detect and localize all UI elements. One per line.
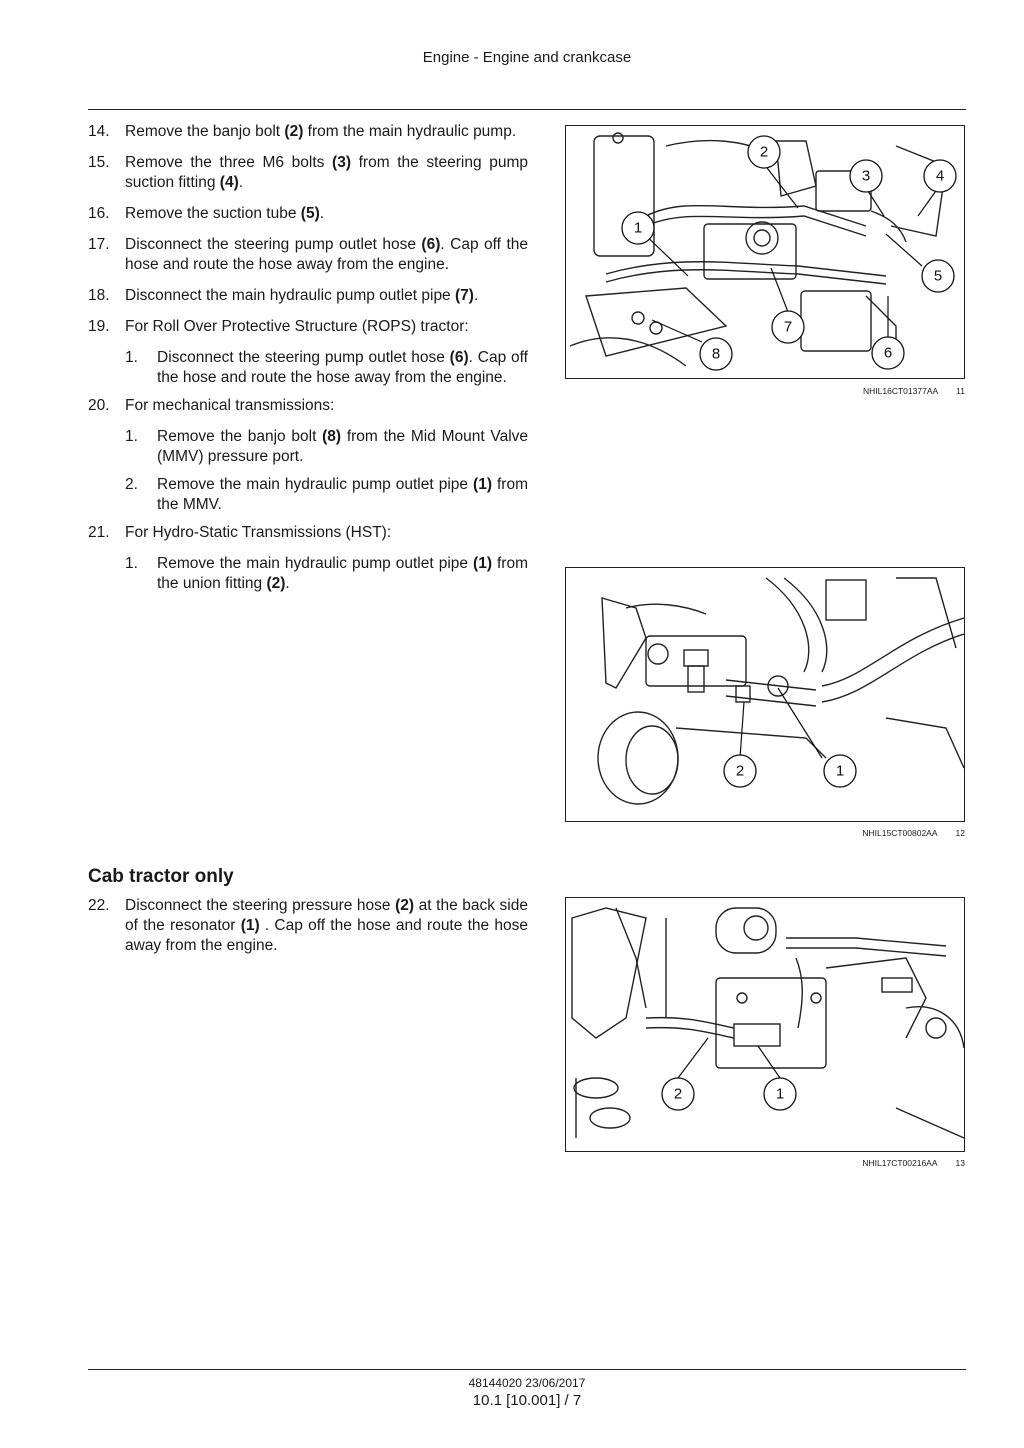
callout-reference: (2) — [395, 897, 415, 914]
step-text: Remove the three M6 bolts — [125, 154, 333, 171]
procedure-step — [88, 317, 528, 337]
callout-5 — [922, 260, 954, 292]
figure-number: 11 — [956, 386, 965, 396]
svg-text:2: 2 — [759, 143, 769, 161]
callout-1 — [824, 755, 856, 787]
step-text: For Roll Over Protective Structure (ROPS) tractor: — [125, 318, 469, 335]
callout-1 — [622, 212, 654, 244]
svg-text:1: 1 — [775, 1085, 785, 1103]
step-text: Disconnect the steering pressure hose — [125, 897, 396, 914]
callout-reference: (7) — [455, 287, 474, 304]
step-number: 15. — [88, 154, 110, 171]
step-text: from the steering pump suction fitting — [125, 154, 528, 191]
svg-text:4: 4 — [935, 167, 945, 185]
step-text: Disconnect the steering pump outlet hose — [157, 349, 450, 366]
callout-1 — [764, 1078, 796, 1110]
svg-text:5: 5 — [933, 267, 943, 285]
procedure-substep — [88, 475, 528, 515]
figure-number: 13 — [955, 1158, 965, 1168]
step-number: 18. — [88, 287, 110, 304]
procedure-substep — [88, 348, 528, 388]
step-text: Remove the banjo bolt — [125, 123, 285, 140]
callout-reference: (1) — [240, 917, 260, 934]
cab-procedure-steps — [88, 896, 528, 967]
step-text: from the union fitting — [157, 555, 529, 592]
footer-page-number: 10.1 [10.001] / 7 — [472, 1392, 582, 1409]
callout-4 — [924, 160, 956, 192]
procedure-step — [88, 153, 528, 193]
substep-number: 1. — [125, 555, 138, 572]
step-number: 20. — [88, 397, 110, 414]
procedure-step — [88, 286, 528, 306]
callout-reference: (5) — [300, 205, 320, 222]
svg-text:1: 1 — [633, 219, 643, 237]
figure-11-caption — [565, 386, 965, 396]
step-text: . Cap off the hose and route the hose away from the engine. — [125, 236, 528, 273]
callout-2 — [724, 755, 756, 787]
svg-text:1: 1 — [835, 762, 845, 780]
figure-13 — [565, 897, 965, 1152]
callout-2 — [662, 1078, 694, 1110]
resonator-illustration — [566, 898, 964, 1151]
procedure-substep — [88, 427, 528, 467]
callout-leaders — [678, 1038, 780, 1078]
callout-8 — [700, 338, 732, 370]
procedure-substep — [88, 554, 528, 594]
step-text: from the main hydraulic pump. — [303, 123, 517, 140]
step-text: . — [285, 575, 290, 592]
callout-reference: (2) — [266, 575, 286, 592]
footer-doc-reference: 48144020 23/06/2017 — [468, 1376, 586, 1390]
substep-number: 1. — [125, 349, 138, 366]
step-text: For Hydro-Static Transmissions (HST): — [125, 524, 392, 541]
figure-code: NHIL15CT00802AA — [862, 828, 938, 838]
procedure-step — [88, 896, 528, 956]
procedure-step — [88, 235, 528, 275]
svg-text:3: 3 — [861, 167, 871, 185]
step-number: 17. — [88, 236, 110, 253]
step-text: Disconnect the main hydraulic pump outlet pipe — [125, 287, 455, 304]
callout-2 — [748, 136, 780, 168]
step-text: . — [319, 205, 325, 222]
svg-text:7: 7 — [783, 318, 793, 336]
figure-code: NHIL16CT01377AA — [863, 386, 939, 396]
svg-text:2: 2 — [673, 1085, 683, 1103]
callout-6 — [872, 337, 904, 369]
figure-13-caption — [565, 1158, 965, 1168]
step-number: 22. — [88, 897, 110, 914]
callout-reference: (8) — [322, 428, 342, 445]
procedure-steps — [88, 122, 528, 602]
callout-reference: (1) — [473, 555, 492, 572]
step-number: 19. — [88, 318, 110, 335]
footer-rule — [88, 1369, 966, 1370]
step-text: Remove the banjo bolt — [157, 428, 323, 445]
figure-code: NHIL17CT00216AA — [862, 1158, 938, 1168]
callout-reference: (3) — [332, 154, 351, 171]
step-text: Remove the main hydraulic pump outlet pipe — [157, 476, 474, 493]
step-text: from the Mid Mount Valve (MMV) pressure port. — [157, 428, 529, 465]
callout-3 — [850, 160, 882, 192]
step-text: . Cap off the hose and route the hose away from the engine. — [157, 349, 528, 386]
step-text: Remove the main hydraulic pump outlet pipe — [157, 555, 474, 572]
engine-pump-illustration — [566, 126, 964, 378]
figure-11 — [565, 125, 965, 379]
svg-text:6: 6 — [883, 344, 893, 362]
callout-reference: (2) — [284, 123, 304, 140]
substep-number: 1. — [125, 428, 138, 445]
callout-7 — [772, 311, 804, 343]
step-text: at the back side of the resonator — [125, 897, 528, 934]
section-title: Cab tractor only — [88, 866, 234, 887]
step-text: from the MMV. — [157, 476, 529, 513]
figure-12 — [565, 567, 965, 822]
page-header-title: Engine - Engine and crankcase — [422, 49, 632, 66]
step-text: For mechanical transmissions: — [125, 397, 335, 414]
step-number: 14. — [88, 123, 110, 140]
step-text: . Cap off the hose and route the hose away from the engine. — [125, 917, 529, 954]
procedure-step — [88, 523, 528, 543]
svg-text:2: 2 — [735, 762, 745, 780]
step-text: Remove the suction tube — [125, 205, 301, 222]
substep-number: 2. — [125, 476, 138, 493]
procedure-step — [88, 122, 528, 142]
step-number: 21. — [88, 524, 110, 541]
figure-number: 12 — [955, 828, 965, 838]
callout-reference: (6) — [421, 236, 441, 253]
step-number: 16. — [88, 205, 110, 222]
step-text: . — [473, 287, 479, 304]
callout-reference: (6) — [449, 349, 469, 366]
svg-text:8: 8 — [711, 345, 721, 363]
header-rule — [88, 109, 966, 110]
callout-reference: (4) — [219, 174, 239, 191]
union-fitting-illustration — [566, 568, 964, 821]
step-text: . — [238, 174, 244, 191]
procedure-step — [88, 396, 528, 416]
procedure-step — [88, 204, 528, 224]
callout-reference: (1) — [473, 476, 492, 493]
step-text: Disconnect the steering pump outlet hose — [125, 236, 422, 253]
figure-12-caption — [565, 828, 965, 838]
